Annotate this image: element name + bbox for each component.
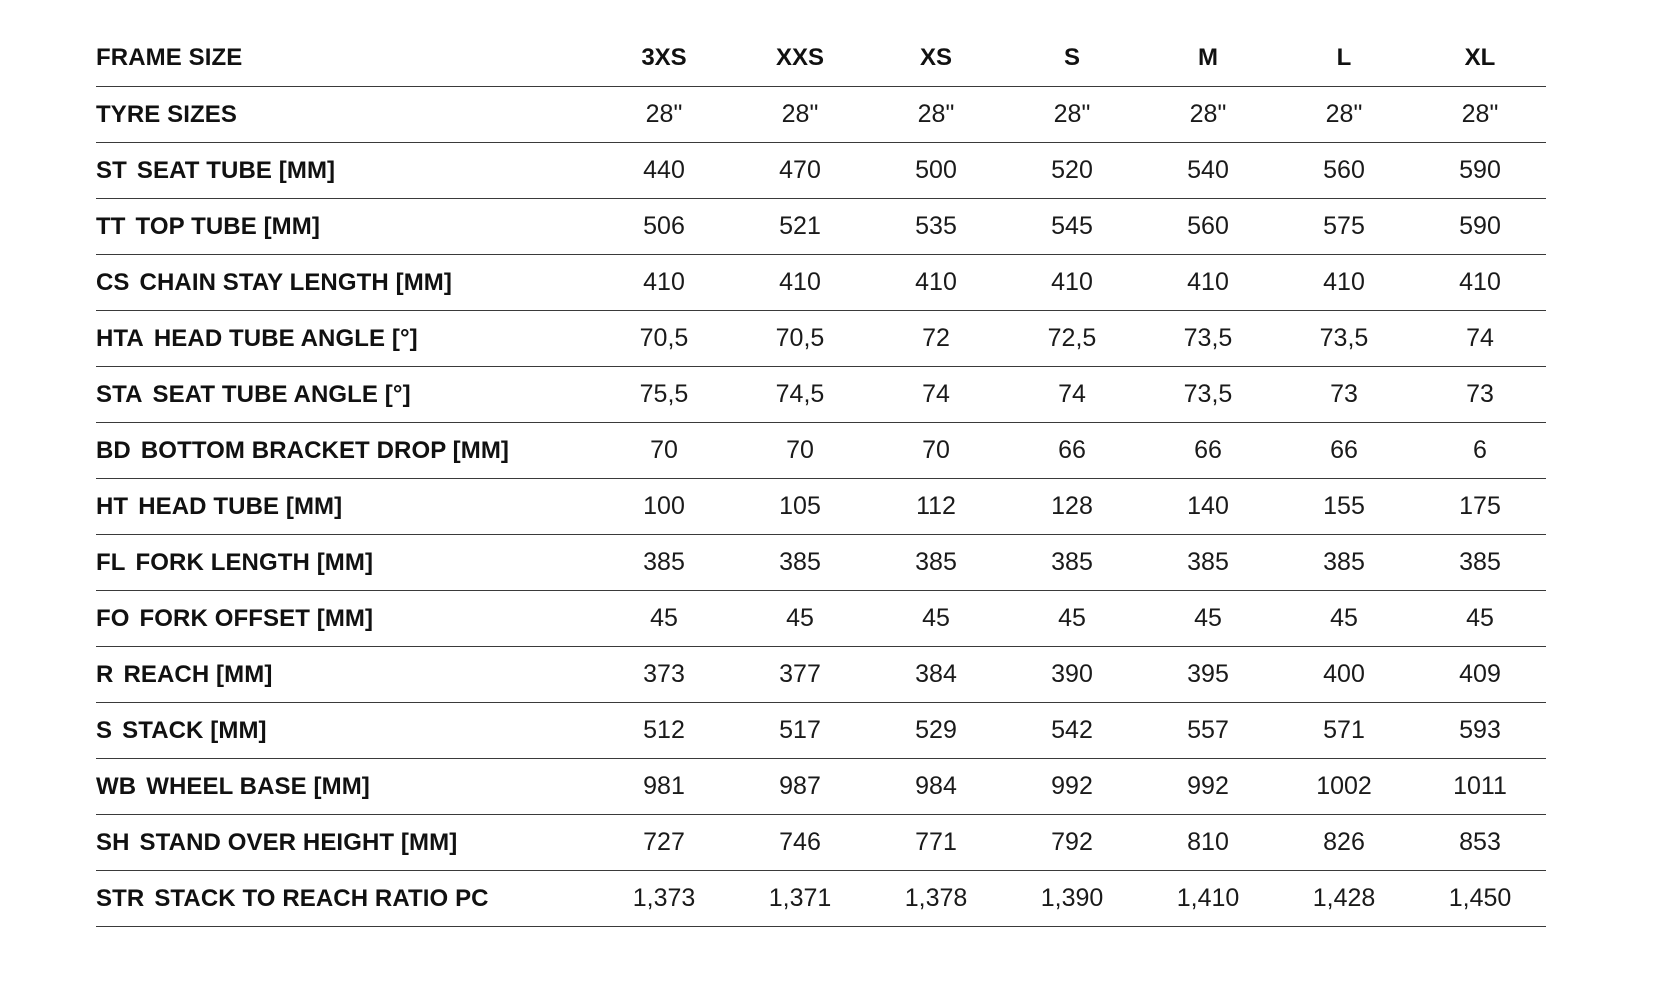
table-cell: 410 [1187, 268, 1229, 296]
table-row [96, 535, 1546, 591]
row-abbreviation: S [96, 716, 113, 744]
table-cell: 70,5 [639, 324, 689, 352]
table-cell: 112 [916, 492, 956, 520]
row-label [96, 269, 596, 297]
table-cell: 500 [915, 156, 957, 184]
table-cell: 385 [1187, 548, 1229, 576]
row-label-text: REACH [MM] [123, 660, 273, 688]
table-cell: 385 [643, 548, 685, 576]
row-abbreviation: WB [96, 772, 137, 800]
row-label [96, 437, 596, 465]
row-label-text: HEAD TUBE ANGLE [°] [153, 324, 418, 352]
table-cell: 992 [1187, 772, 1229, 800]
table-cell: 542 [1051, 716, 1093, 744]
table-cell: 74 [1058, 380, 1086, 408]
row-label-text: SEAT TUBE ANGLE [°] [152, 380, 411, 408]
table-cell: 1,371 [768, 884, 832, 912]
row-label [96, 605, 596, 633]
table-row [96, 479, 1546, 535]
table-cell: 981 [643, 772, 685, 800]
table-cell: 1,428 [1312, 884, 1376, 912]
table-cell: 175 [1459, 492, 1501, 520]
row-abbreviation: CS [96, 268, 130, 296]
table-cell: 400 [1323, 660, 1365, 688]
table-cell: 1,410 [1176, 884, 1240, 912]
table-cell: 506 [643, 212, 685, 240]
row-label-text: STAND OVER HEIGHT [MM] [139, 828, 458, 856]
table-cell: 45 [1330, 604, 1358, 632]
table-cell: 73,5 [1183, 380, 1233, 408]
table-cell: 410 [1459, 268, 1501, 296]
table-cell: 810 [1187, 828, 1229, 856]
row-label [96, 493, 596, 521]
table-cell: 74,5 [775, 380, 825, 408]
table-row [96, 815, 1546, 871]
row-abbreviation: BD [96, 436, 131, 464]
table-cell: 373 [643, 660, 685, 688]
table-cell: 571 [1323, 716, 1365, 744]
table-cell: 385 [779, 548, 821, 576]
table-cell: 984 [915, 772, 957, 800]
row-label [96, 773, 596, 801]
table-cell: 410 [643, 268, 685, 296]
table-body [96, 87, 1546, 927]
table-row [96, 423, 1546, 479]
table-cell: 70 [922, 436, 950, 464]
row-label [96, 661, 596, 689]
table-cell: 75,5 [639, 380, 689, 408]
table-cell: 73 [1466, 380, 1494, 408]
table-cell: 28" [645, 100, 683, 128]
row-label [96, 213, 596, 241]
table-cell: 557 [1187, 716, 1229, 744]
table-cell: 45 [1058, 604, 1086, 632]
table-cell: 390 [1051, 660, 1093, 688]
row-label-text: TYRE SIZES [96, 100, 238, 128]
table-cell: 128 [1051, 492, 1093, 520]
table-cell: 560 [1187, 212, 1229, 240]
table-cell: 575 [1323, 212, 1365, 240]
table-cell: 535 [915, 212, 957, 240]
table-cell: 470 [779, 156, 821, 184]
table-cell: 72 [922, 324, 950, 352]
row-label-text: STACK TO REACH RATIO PC [154, 884, 489, 912]
size-header-xxs: XXS [775, 44, 825, 71]
table-cell: 385 [915, 548, 957, 576]
table-cell: 377 [779, 660, 821, 688]
size-header-3xs: 3XS [641, 44, 687, 71]
table-row [96, 703, 1546, 759]
table-cell: 590 [1459, 212, 1501, 240]
table-header-row [96, 30, 1546, 87]
table-cell: 409 [1459, 660, 1501, 688]
table-cell: 140 [1187, 492, 1229, 520]
row-label-text: FORK OFFSET [MM] [139, 604, 374, 632]
table-cell: 74 [922, 380, 950, 408]
table-cell: 155 [1323, 492, 1365, 520]
table-row [96, 647, 1546, 703]
table-row [96, 255, 1546, 311]
table-row [96, 199, 1546, 255]
size-header-xl: XL [1464, 44, 1496, 71]
frame-size-label: FRAME SIZE [96, 44, 243, 71]
table-cell: 1002 [1316, 772, 1372, 800]
row-label [96, 549, 596, 577]
table-cell: 45 [786, 604, 814, 632]
row-abbreviation: SH [96, 828, 130, 856]
row-label [96, 101, 596, 129]
table-cell: 1,378 [904, 884, 968, 912]
table-cell: 521 [779, 212, 821, 240]
table-cell: 529 [915, 716, 957, 744]
table-cell: 440 [643, 156, 685, 184]
table-cell: 73,5 [1183, 324, 1233, 352]
row-label [96, 829, 596, 857]
table-row [96, 367, 1546, 423]
table-cell: 45 [1194, 604, 1222, 632]
table-cell: 105 [779, 492, 821, 520]
table-cell: 746 [779, 828, 821, 856]
table-cell: 28" [1325, 100, 1363, 128]
table-cell: 727 [643, 828, 685, 856]
table-cell: 540 [1187, 156, 1229, 184]
table-cell: 1011 [1453, 772, 1507, 800]
table-cell: 590 [1459, 156, 1501, 184]
row-label-text: HEAD TUBE [MM] [138, 492, 343, 520]
row-label-text: CHAIN STAY LENGTH [MM] [139, 268, 452, 296]
table-cell: 410 [779, 268, 821, 296]
row-label [96, 717, 596, 745]
table-cell: 792 [1051, 828, 1093, 856]
table-cell: 73 [1330, 380, 1358, 408]
table-cell: 100 [643, 492, 685, 520]
table-cell: 385 [1051, 548, 1093, 576]
table-cell: 45 [922, 604, 950, 632]
table-cell: 28" [1053, 100, 1091, 128]
table-cell: 410 [915, 268, 957, 296]
row-label [96, 381, 596, 409]
row-label [96, 885, 596, 913]
size-header-m: M [1198, 44, 1218, 71]
table-cell: 72,5 [1047, 324, 1097, 352]
table-row [96, 871, 1546, 927]
table-cell: 1,390 [1040, 884, 1104, 912]
row-label-text: SEAT TUBE [MM] [136, 156, 336, 184]
row-abbreviation: R [96, 660, 114, 688]
table-cell: 66 [1058, 436, 1086, 464]
table-cell: 74 [1466, 324, 1494, 352]
table-cell: 520 [1051, 156, 1093, 184]
table-cell: 28" [1189, 100, 1227, 128]
geometry-table [96, 30, 1546, 927]
table-cell: 1,373 [632, 884, 696, 912]
row-abbreviation: ST [96, 156, 127, 184]
table-cell: 28" [917, 100, 955, 128]
table-row [96, 87, 1546, 143]
row-label-text: STACK [MM] [122, 716, 267, 744]
row-label [96, 157, 596, 185]
table-cell: 70 [650, 436, 678, 464]
table-cell: 410 [1051, 268, 1093, 296]
table-cell: 45 [1466, 604, 1494, 632]
row-label-text: FORK LENGTH [MM] [135, 548, 374, 576]
row-abbreviation: FO [96, 604, 130, 632]
row-label-text: BOTTOM BRACKET DROP [MM] [140, 436, 510, 464]
row-label [96, 325, 596, 353]
table-cell: 517 [779, 716, 821, 744]
table-cell: 512 [643, 716, 685, 744]
table-cell: 987 [779, 772, 821, 800]
table-cell: 1,450 [1448, 884, 1512, 912]
table-cell: 28" [1461, 100, 1499, 128]
table-cell: 853 [1459, 828, 1501, 856]
table-cell: 410 [1323, 268, 1365, 296]
table-cell: 66 [1194, 436, 1222, 464]
table-cell: 6 [1473, 436, 1487, 464]
table-cell: 45 [650, 604, 678, 632]
table-cell: 385 [1459, 548, 1501, 576]
table-cell: 771 [915, 828, 957, 856]
table-cell: 70,5 [775, 324, 825, 352]
table-cell: 73,5 [1319, 324, 1369, 352]
table-cell: 826 [1323, 828, 1365, 856]
size-header-l: L [1336, 44, 1352, 71]
row-label-text: TOP TUBE [MM] [135, 212, 320, 240]
table-row [96, 759, 1546, 815]
row-abbreviation: HT [96, 492, 129, 520]
table-cell: 560 [1323, 156, 1365, 184]
table-cell: 992 [1051, 772, 1093, 800]
row-abbreviation: STA [96, 380, 143, 408]
table-row [96, 591, 1546, 647]
table-cell: 384 [915, 660, 957, 688]
row-abbreviation: TT [96, 212, 126, 240]
table-cell: 545 [1051, 212, 1093, 240]
size-header-xs: XS [919, 44, 952, 71]
size-header-s: S [1063, 44, 1080, 71]
row-abbreviation: FL [96, 548, 126, 576]
table-cell: 70 [786, 436, 814, 464]
table-cell: 593 [1459, 716, 1501, 744]
row-label-text: WHEEL BASE [MM] [146, 772, 370, 800]
table-cell: 66 [1330, 436, 1358, 464]
table-cell: 395 [1187, 660, 1229, 688]
row-abbreviation: STR [96, 884, 145, 912]
row-abbreviation: HTA [96, 324, 144, 352]
table-cell: 385 [1323, 548, 1365, 576]
table-row [96, 143, 1546, 199]
table-cell: 28" [781, 100, 819, 128]
table-row [96, 311, 1546, 367]
